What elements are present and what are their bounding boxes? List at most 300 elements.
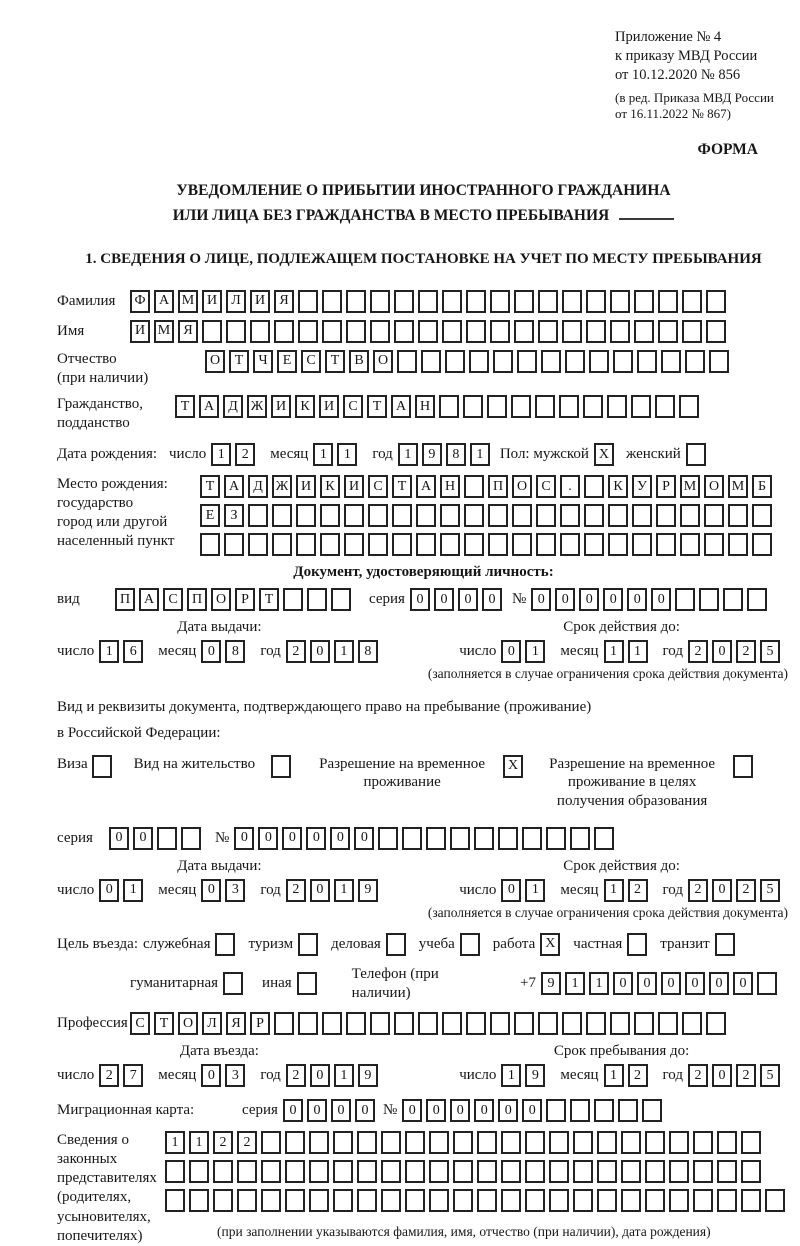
purpose-transit-checkbox[interactable] xyxy=(715,933,739,956)
char-box[interactable] xyxy=(637,350,657,373)
char-box[interactable] xyxy=(501,1131,521,1154)
char-box[interactable] xyxy=(357,1160,377,1183)
char-box[interactable] xyxy=(453,1189,473,1212)
char-box[interactable] xyxy=(378,827,398,850)
char-box[interactable]: 9 xyxy=(525,1064,545,1087)
char-box[interactable]: 0 xyxy=(201,640,221,663)
char-box[interactable]: 2 xyxy=(688,640,708,663)
char-box[interactable]: 0 xyxy=(306,827,326,850)
sex-male-checkbox[interactable] xyxy=(594,443,618,466)
char-box[interactable]: 2 xyxy=(688,879,708,902)
char-box[interactable] xyxy=(322,320,342,343)
char-box[interactable]: И xyxy=(296,475,316,498)
char-box[interactable]: О xyxy=(373,350,393,373)
char-box[interactable] xyxy=(440,504,460,527)
char-box[interactable] xyxy=(370,320,390,343)
char-box[interactable] xyxy=(541,350,561,373)
char-box[interactable] xyxy=(538,290,558,313)
char-box[interactable]: Е xyxy=(277,350,297,373)
char-box[interactable]: И xyxy=(271,395,291,418)
char-box[interactable] xyxy=(429,1160,449,1183)
char-box[interactable] xyxy=(333,1189,353,1212)
purpose-work-checkbox[interactable] xyxy=(540,933,564,956)
char-box[interactable]: У xyxy=(632,475,652,498)
char-box[interactable] xyxy=(627,933,647,956)
char-box[interactable] xyxy=(381,1189,401,1212)
char-box[interactable] xyxy=(658,290,678,313)
char-box[interactable]: 0 xyxy=(661,972,681,995)
permit-expiry-month-input[interactable] xyxy=(604,879,652,902)
char-box[interactable] xyxy=(488,533,508,556)
profession-input[interactable] xyxy=(130,1012,730,1035)
char-box[interactable] xyxy=(442,290,462,313)
char-box[interactable]: Л xyxy=(202,1012,222,1035)
char-box[interactable]: 1 xyxy=(565,972,585,995)
char-box[interactable] xyxy=(368,533,388,556)
char-box[interactable] xyxy=(728,504,748,527)
char-box[interactable]: 2 xyxy=(237,1131,257,1154)
char-box[interactable]: 1 xyxy=(589,972,609,995)
char-box[interactable]: 7 xyxy=(123,1064,143,1087)
temp-residence-permit-checkbox[interactable] xyxy=(503,755,527,778)
char-box[interactable]: 0 xyxy=(613,972,633,995)
char-box[interactable] xyxy=(386,933,406,956)
char-box[interactable] xyxy=(439,395,459,418)
char-box[interactable]: 2 xyxy=(286,879,306,902)
char-box[interactable]: 0 xyxy=(355,1099,375,1122)
char-box[interactable] xyxy=(320,533,340,556)
permit-issue-year-input[interactable] xyxy=(286,879,382,902)
char-box[interactable]: 1 xyxy=(525,640,545,663)
char-box[interactable]: Ж xyxy=(272,475,292,498)
char-box[interactable] xyxy=(656,533,676,556)
char-box[interactable]: Ч xyxy=(253,350,273,373)
char-box[interactable] xyxy=(733,755,753,778)
char-box[interactable] xyxy=(562,320,582,343)
char-box[interactable]: 2 xyxy=(99,1064,119,1087)
char-box[interactable]: О xyxy=(205,350,225,373)
char-box[interactable]: 2 xyxy=(736,879,756,902)
char-box[interactable]: Т xyxy=(200,475,220,498)
char-box[interactable] xyxy=(679,395,699,418)
char-box[interactable]: 9 xyxy=(358,1064,378,1087)
char-box[interactable] xyxy=(586,290,606,313)
char-box[interactable]: 9 xyxy=(422,443,442,466)
char-box[interactable] xyxy=(645,1131,665,1154)
char-box[interactable] xyxy=(586,1012,606,1035)
char-box[interactable] xyxy=(645,1160,665,1183)
char-box[interactable]: 0 xyxy=(627,588,647,611)
char-box[interactable] xyxy=(589,350,609,373)
char-box[interactable]: М xyxy=(154,320,174,343)
char-box[interactable]: 0 xyxy=(712,640,732,663)
id-issue-year-input[interactable] xyxy=(286,640,382,663)
char-box[interactable] xyxy=(368,504,388,527)
char-box[interactable] xyxy=(490,1012,510,1035)
char-box[interactable] xyxy=(453,1160,473,1183)
char-box[interactable]: 1 xyxy=(604,879,624,902)
char-box[interactable]: 3 xyxy=(225,879,245,902)
char-box[interactable]: О xyxy=(704,475,724,498)
char-box[interactable]: А xyxy=(416,475,436,498)
char-box[interactable] xyxy=(514,1012,534,1035)
char-box[interactable] xyxy=(402,827,422,850)
char-box[interactable] xyxy=(621,1160,641,1183)
char-box[interactable] xyxy=(322,290,342,313)
char-box[interactable] xyxy=(285,1189,305,1212)
char-box[interactable] xyxy=(546,827,566,850)
representatives-row2-input[interactable] xyxy=(165,1160,789,1183)
char-box[interactable]: 0 xyxy=(258,827,278,850)
char-box[interactable] xyxy=(613,350,633,373)
given-name-input[interactable] xyxy=(130,320,730,343)
char-box[interactable] xyxy=(584,504,604,527)
char-box[interactable] xyxy=(271,755,291,778)
char-box[interactable]: П xyxy=(115,588,135,611)
char-box[interactable] xyxy=(682,320,702,343)
char-box[interactable]: 0 xyxy=(531,588,551,611)
permit-expiry-day-input[interactable] xyxy=(501,879,549,902)
char-box[interactable]: 0 xyxy=(450,1099,470,1122)
char-box[interactable] xyxy=(237,1189,257,1212)
char-box[interactable] xyxy=(632,533,652,556)
char-box[interactable] xyxy=(466,1012,486,1035)
char-box[interactable]: 1 xyxy=(604,1064,624,1087)
char-box[interactable] xyxy=(621,1189,641,1212)
char-box[interactable]: 0 xyxy=(579,588,599,611)
char-box[interactable] xyxy=(584,533,604,556)
char-box[interactable]: 0 xyxy=(637,972,657,995)
char-box[interactable]: С xyxy=(368,475,388,498)
char-box[interactable] xyxy=(285,1131,305,1154)
char-box[interactable] xyxy=(493,350,513,373)
char-box[interactable] xyxy=(333,1131,353,1154)
char-box[interactable]: 0 xyxy=(354,827,374,850)
char-box[interactable] xyxy=(421,350,441,373)
char-box[interactable]: О xyxy=(512,475,532,498)
char-box[interactable] xyxy=(469,350,489,373)
char-box[interactable]: 1 xyxy=(337,443,357,466)
char-box[interactable]: И xyxy=(344,475,364,498)
char-box[interactable]: X xyxy=(503,755,523,778)
char-box[interactable] xyxy=(560,533,580,556)
char-box[interactable] xyxy=(586,320,606,343)
char-box[interactable]: 2 xyxy=(688,1064,708,1087)
citizenship-input[interactable] xyxy=(175,395,703,418)
char-box[interactable] xyxy=(512,533,532,556)
char-box[interactable] xyxy=(274,1012,294,1035)
char-box[interactable] xyxy=(487,395,507,418)
char-box[interactable] xyxy=(285,1160,305,1183)
residence-permit-checkbox[interactable] xyxy=(271,755,295,778)
char-box[interactable]: 0 xyxy=(501,640,521,663)
char-box[interactable] xyxy=(474,827,494,850)
char-box[interactable] xyxy=(525,1160,545,1183)
char-box[interactable] xyxy=(594,1099,614,1122)
char-box[interactable] xyxy=(704,533,724,556)
char-box[interactable]: 0 xyxy=(201,1064,221,1087)
char-box[interactable] xyxy=(298,290,318,313)
char-box[interactable]: 1 xyxy=(313,443,333,466)
char-box[interactable]: К xyxy=(295,395,315,418)
char-box[interactable] xyxy=(181,827,201,850)
char-box[interactable] xyxy=(706,320,726,343)
char-box[interactable] xyxy=(450,827,470,850)
char-box[interactable]: Я xyxy=(226,1012,246,1035)
char-box[interactable]: 1 xyxy=(525,879,545,902)
char-box[interactable]: 5 xyxy=(760,640,780,663)
char-box[interactable] xyxy=(597,1160,617,1183)
char-box[interactable] xyxy=(741,1131,761,1154)
char-box[interactable]: Е xyxy=(200,504,220,527)
char-box[interactable] xyxy=(597,1131,617,1154)
char-box[interactable] xyxy=(669,1131,689,1154)
char-box[interactable]: 8 xyxy=(225,640,245,663)
phone-input[interactable] xyxy=(541,972,781,995)
char-box[interactable] xyxy=(546,1099,566,1122)
char-box[interactable]: X xyxy=(540,933,560,956)
char-box[interactable]: К xyxy=(320,475,340,498)
char-box[interactable] xyxy=(669,1189,689,1212)
char-box[interactable] xyxy=(645,1189,665,1212)
char-box[interactable] xyxy=(202,320,222,343)
char-box[interactable] xyxy=(298,1012,318,1035)
char-box[interactable] xyxy=(560,504,580,527)
char-box[interactable]: 0 xyxy=(498,1099,518,1122)
char-box[interactable] xyxy=(392,533,412,556)
char-box[interactable]: Т xyxy=(367,395,387,418)
char-box[interactable]: О xyxy=(178,1012,198,1035)
char-box[interactable] xyxy=(261,1189,281,1212)
representatives-row3-input[interactable] xyxy=(165,1189,789,1212)
purpose-tourism-checkbox[interactable] xyxy=(298,933,322,956)
char-box[interactable]: 1 xyxy=(165,1131,185,1154)
char-box[interactable] xyxy=(157,827,177,850)
id-expiry-day-input[interactable] xyxy=(501,640,549,663)
char-box[interactable]: 0 xyxy=(712,879,732,902)
char-box[interactable] xyxy=(741,1160,761,1183)
char-box[interactable]: О xyxy=(211,588,231,611)
char-box[interactable] xyxy=(715,933,735,956)
char-box[interactable] xyxy=(594,827,614,850)
char-box[interactable] xyxy=(549,1189,569,1212)
char-box[interactable] xyxy=(522,827,542,850)
char-box[interactable]: 0 xyxy=(651,588,671,611)
birth-place-row3-input[interactable] xyxy=(200,533,776,556)
char-box[interactable] xyxy=(514,290,534,313)
char-box[interactable] xyxy=(765,1189,785,1212)
char-box[interactable]: 0 xyxy=(310,1064,330,1087)
surname-input[interactable] xyxy=(130,290,730,313)
char-box[interactable] xyxy=(741,1189,761,1212)
char-box[interactable] xyxy=(525,1189,545,1212)
char-box[interactable]: С xyxy=(301,350,321,373)
char-box[interactable]: 0 xyxy=(330,827,350,850)
id-expiry-month-input[interactable] xyxy=(604,640,652,663)
char-box[interactable] xyxy=(525,1131,545,1154)
char-box[interactable] xyxy=(723,588,743,611)
char-box[interactable]: И xyxy=(202,290,222,313)
char-box[interactable]: 6 xyxy=(123,640,143,663)
purpose-study-checkbox[interactable] xyxy=(460,933,484,956)
char-box[interactable] xyxy=(297,972,317,995)
char-box[interactable]: 0 xyxy=(307,1099,327,1122)
char-box[interactable]: 0 xyxy=(482,588,502,611)
char-box[interactable] xyxy=(357,1189,377,1212)
char-box[interactable]: 0 xyxy=(201,879,221,902)
char-box[interactable] xyxy=(597,1189,617,1212)
char-box[interactable] xyxy=(608,504,628,527)
char-box[interactable] xyxy=(717,1160,737,1183)
char-box[interactable]: 0 xyxy=(133,827,153,850)
char-box[interactable] xyxy=(562,1012,582,1035)
char-box[interactable] xyxy=(498,827,518,850)
id-type-input[interactable] xyxy=(115,588,355,611)
char-box[interactable] xyxy=(381,1160,401,1183)
birth-place-row1-input[interactable] xyxy=(200,475,776,498)
char-box[interactable] xyxy=(512,504,532,527)
permit-number-input[interactable] xyxy=(234,827,618,850)
birth-year-input[interactable] xyxy=(398,443,494,466)
char-box[interactable] xyxy=(717,1189,737,1212)
char-box[interactable] xyxy=(490,320,510,343)
char-box[interactable] xyxy=(440,533,460,556)
char-box[interactable]: С xyxy=(130,1012,150,1035)
char-box[interactable] xyxy=(397,350,417,373)
char-box[interactable]: Р xyxy=(250,1012,270,1035)
char-box[interactable] xyxy=(570,1099,590,1122)
char-box[interactable] xyxy=(274,320,294,343)
char-box[interactable] xyxy=(224,533,244,556)
char-box[interactable] xyxy=(215,933,235,956)
char-box[interactable] xyxy=(728,533,748,556)
char-box[interactable] xyxy=(200,533,220,556)
char-box[interactable] xyxy=(272,533,292,556)
char-box[interactable] xyxy=(426,827,446,850)
char-box[interactable]: М xyxy=(680,475,700,498)
char-box[interactable]: Н xyxy=(415,395,435,418)
char-box[interactable]: С xyxy=(536,475,556,498)
char-box[interactable]: А xyxy=(139,588,159,611)
char-box[interactable]: 1 xyxy=(501,1064,521,1087)
char-box[interactable] xyxy=(717,1131,737,1154)
char-box[interactable] xyxy=(752,533,772,556)
char-box[interactable]: 0 xyxy=(685,972,705,995)
char-box[interactable] xyxy=(549,1160,569,1183)
char-box[interactable] xyxy=(477,1160,497,1183)
char-box[interactable]: X xyxy=(594,443,614,466)
char-box[interactable] xyxy=(511,395,531,418)
char-box[interactable]: Я xyxy=(178,320,198,343)
char-box[interactable] xyxy=(693,1131,713,1154)
char-box[interactable] xyxy=(562,290,582,313)
purpose-official-checkbox[interactable] xyxy=(215,933,239,956)
char-box[interactable]: Д xyxy=(223,395,243,418)
char-box[interactable]: 0 xyxy=(331,1099,351,1122)
char-box[interactable]: И xyxy=(250,290,270,313)
char-box[interactable]: М xyxy=(178,290,198,313)
char-box[interactable] xyxy=(442,1012,462,1035)
char-box[interactable]: 0 xyxy=(474,1099,494,1122)
char-box[interactable]: 0 xyxy=(501,879,521,902)
char-box[interactable] xyxy=(213,1189,233,1212)
birth-day-input[interactable] xyxy=(211,443,259,466)
char-box[interactable]: 5 xyxy=(760,879,780,902)
char-box[interactable]: Д xyxy=(248,475,268,498)
char-box[interactable] xyxy=(634,290,654,313)
char-box[interactable] xyxy=(538,1012,558,1035)
char-box[interactable] xyxy=(538,320,558,343)
char-box[interactable]: 5 xyxy=(760,1064,780,1087)
char-box[interactable] xyxy=(357,1131,377,1154)
permit-issue-month-input[interactable] xyxy=(201,879,249,902)
char-box[interactable] xyxy=(747,588,767,611)
birth-place-row2-input[interactable] xyxy=(200,504,776,527)
char-box[interactable] xyxy=(632,504,652,527)
char-box[interactable] xyxy=(416,504,436,527)
char-box[interactable]: 0 xyxy=(709,972,729,995)
char-box[interactable] xyxy=(248,504,268,527)
char-box[interactable] xyxy=(464,504,484,527)
char-box[interactable]: А xyxy=(391,395,411,418)
purpose-private-checkbox[interactable] xyxy=(627,933,651,956)
char-box[interactable]: 0 xyxy=(426,1099,446,1122)
char-box[interactable] xyxy=(536,504,556,527)
entry-day-input[interactable] xyxy=(99,1064,147,1087)
permit-series-input[interactable] xyxy=(109,827,205,850)
char-box[interactable]: 2 xyxy=(628,879,648,902)
char-box[interactable] xyxy=(466,320,486,343)
char-box[interactable] xyxy=(693,1189,713,1212)
char-box[interactable] xyxy=(514,320,534,343)
char-box[interactable]: 8 xyxy=(446,443,466,466)
char-box[interactable] xyxy=(346,1012,366,1035)
char-box[interactable]: Н xyxy=(440,475,460,498)
char-box[interactable]: 3 xyxy=(225,1064,245,1087)
permit-issue-day-input[interactable] xyxy=(99,879,147,902)
char-box[interactable]: И xyxy=(319,395,339,418)
char-box[interactable] xyxy=(682,290,702,313)
char-box[interactable]: 1 xyxy=(334,879,354,902)
char-box[interactable]: 9 xyxy=(541,972,561,995)
char-box[interactable]: Т xyxy=(392,475,412,498)
char-box[interactable] xyxy=(699,588,719,611)
char-box[interactable] xyxy=(536,533,556,556)
id-issue-month-input[interactable] xyxy=(201,640,249,663)
char-box[interactable] xyxy=(607,395,627,418)
char-box[interactable] xyxy=(307,588,327,611)
char-box[interactable]: 0 xyxy=(733,972,753,995)
char-box[interactable] xyxy=(298,933,318,956)
char-box[interactable]: А xyxy=(224,475,244,498)
char-box[interactable] xyxy=(669,1160,689,1183)
char-box[interactable] xyxy=(477,1131,497,1154)
char-box[interactable] xyxy=(394,320,414,343)
char-box[interactable] xyxy=(213,1160,233,1183)
char-box[interactable]: Т xyxy=(259,588,279,611)
char-box[interactable]: Б xyxy=(752,475,772,498)
char-box[interactable]: В xyxy=(349,350,369,373)
char-box[interactable]: 1 xyxy=(334,1064,354,1087)
char-box[interactable] xyxy=(189,1160,209,1183)
sex-female-checkbox[interactable] xyxy=(686,443,710,466)
char-box[interactable] xyxy=(370,290,390,313)
char-box[interactable] xyxy=(661,350,681,373)
char-box[interactable] xyxy=(466,290,486,313)
entry-month-input[interactable] xyxy=(201,1064,249,1087)
char-box[interactable] xyxy=(634,1012,654,1035)
char-box[interactable] xyxy=(429,1189,449,1212)
